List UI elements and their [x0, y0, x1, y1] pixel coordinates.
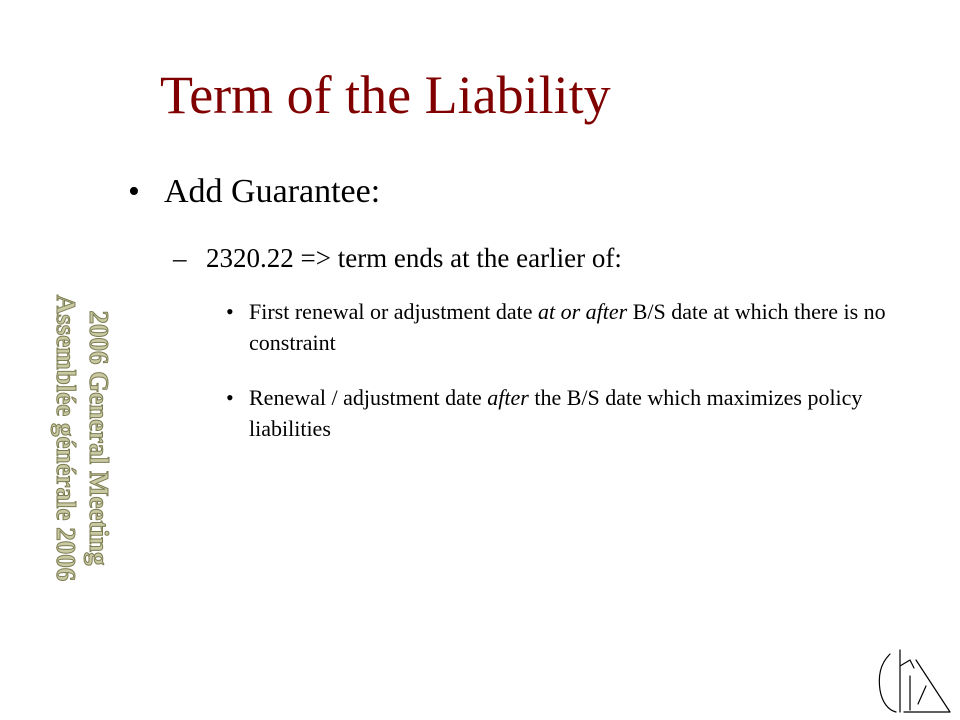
item-text-before: Renewal / adjustment date	[249, 385, 488, 410]
watermark-line-french: Assemblée générale 2006	[51, 294, 81, 582]
item-text-emphasis: at or after	[537, 299, 628, 324]
bullet-text: Add Guarantee:	[164, 173, 381, 210]
list-item-renewal-adjustment	[226, 382, 916, 444]
bullet-marker: •	[128, 173, 140, 210]
list-item-first-renewal	[226, 296, 916, 358]
meeting-watermark	[49, 273, 115, 603]
item-text	[249, 296, 916, 358]
slide-title: Term of the Liability	[160, 65, 611, 125]
subbullet-text: 2320.22 => term ends at the earlier of:	[206, 243, 622, 273]
item-text-after: the B/S date which maximizes policy liabilities	[249, 385, 863, 441]
cia-logo-icon	[870, 646, 952, 716]
item-text-before: First renewal or adjustment date	[249, 299, 538, 324]
item-marker: •	[226, 299, 234, 324]
item-text	[249, 382, 916, 444]
item-text-emphasis: after	[487, 385, 529, 410]
subbullet-marker: –	[173, 243, 187, 273]
item-text-after: B/S date at which there is no constraint	[249, 299, 886, 355]
item-marker: •	[226, 385, 234, 410]
watermark-line-english: 2006 General Meeting	[84, 310, 114, 566]
